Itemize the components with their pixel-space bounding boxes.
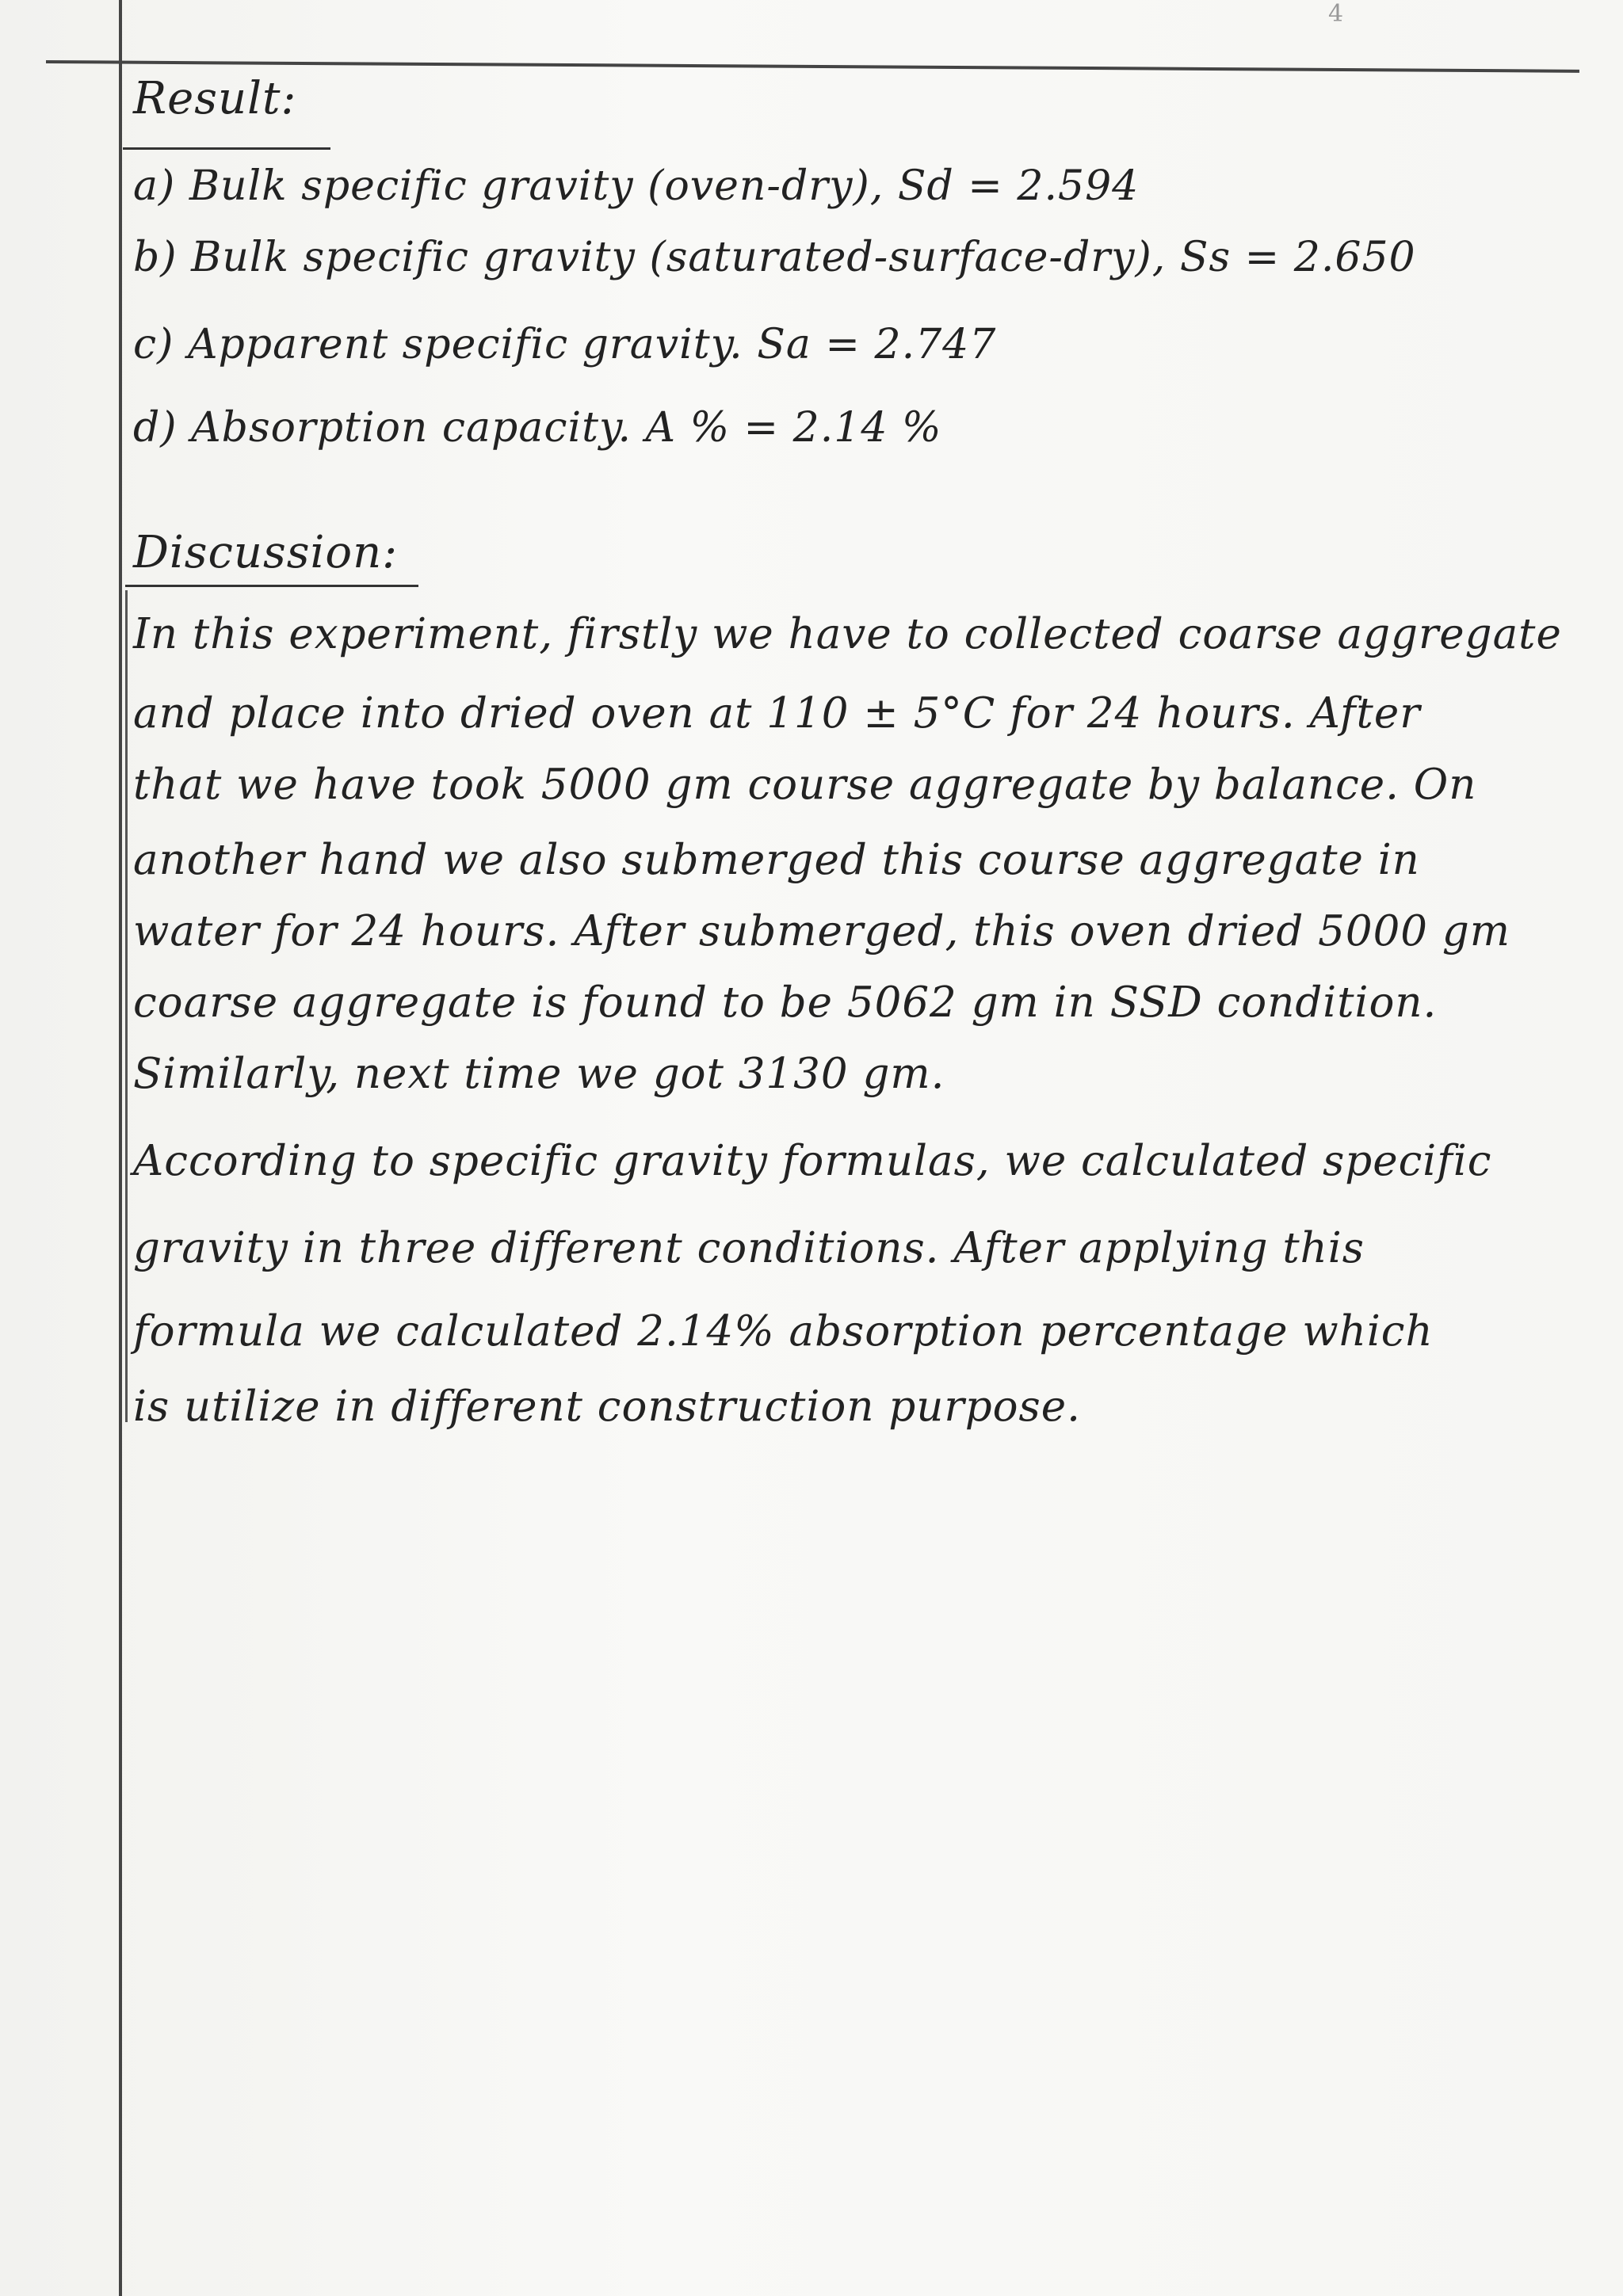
result-heading-underline xyxy=(123,147,330,150)
header-rule xyxy=(46,60,1579,73)
discussion-heading: Discussion: xyxy=(133,527,399,578)
discussion-line-1: In this experiment, firstly we have to collected coarse aggregate xyxy=(133,610,1562,658)
discussion-line-5: water for 24 hours. After submerged, this oven dried 5000 gm xyxy=(133,907,1511,955)
discussion-line-7: Similarly, next time we got 3130 gm. xyxy=(133,1050,945,1098)
discussion-left-rule xyxy=(125,590,128,1422)
discussion-line-6: coarse aggregate is found to be 5062 gm in SSD condition. xyxy=(133,978,1438,1027)
discussion-line-3: that we have took 5000 gm course aggregate by balance. On xyxy=(133,761,1477,809)
discussion-line-2: and place into dried oven at 110 ± 5°C for 24 hours. After xyxy=(133,689,1421,738)
result-item-b: b) Bulk specific gravity (saturated-surface-dry), Ss = 2.650 xyxy=(133,234,1416,281)
discussion-line-10: formula we calculated 2.14% absorption percentage which xyxy=(133,1307,1434,1356)
result-item-c: c) Apparent specific gravity. Sa = 2.747 xyxy=(133,321,997,368)
discussion-line-4: another hand we also submerged this course aggregate in xyxy=(133,836,1420,884)
discussion-line-8: According to specific gravity formulas, we calculated specific xyxy=(133,1137,1492,1185)
page-marker: 4 xyxy=(1328,0,1344,28)
result-item-d: d) Absorption capacity. A % = 2.14 % xyxy=(133,404,942,452)
discussion-heading-underline xyxy=(125,585,418,587)
margin-line xyxy=(119,0,122,2296)
discussion-line-9: gravity in three different conditions. After applying this xyxy=(133,1224,1365,1272)
result-item-a: a) Bulk specific gravity (oven-dry), Sd = 2.594 xyxy=(133,162,1140,210)
result-heading: Result: xyxy=(133,73,297,124)
discussion-line-11: is utilize in different construction purpose. xyxy=(133,1383,1081,1431)
